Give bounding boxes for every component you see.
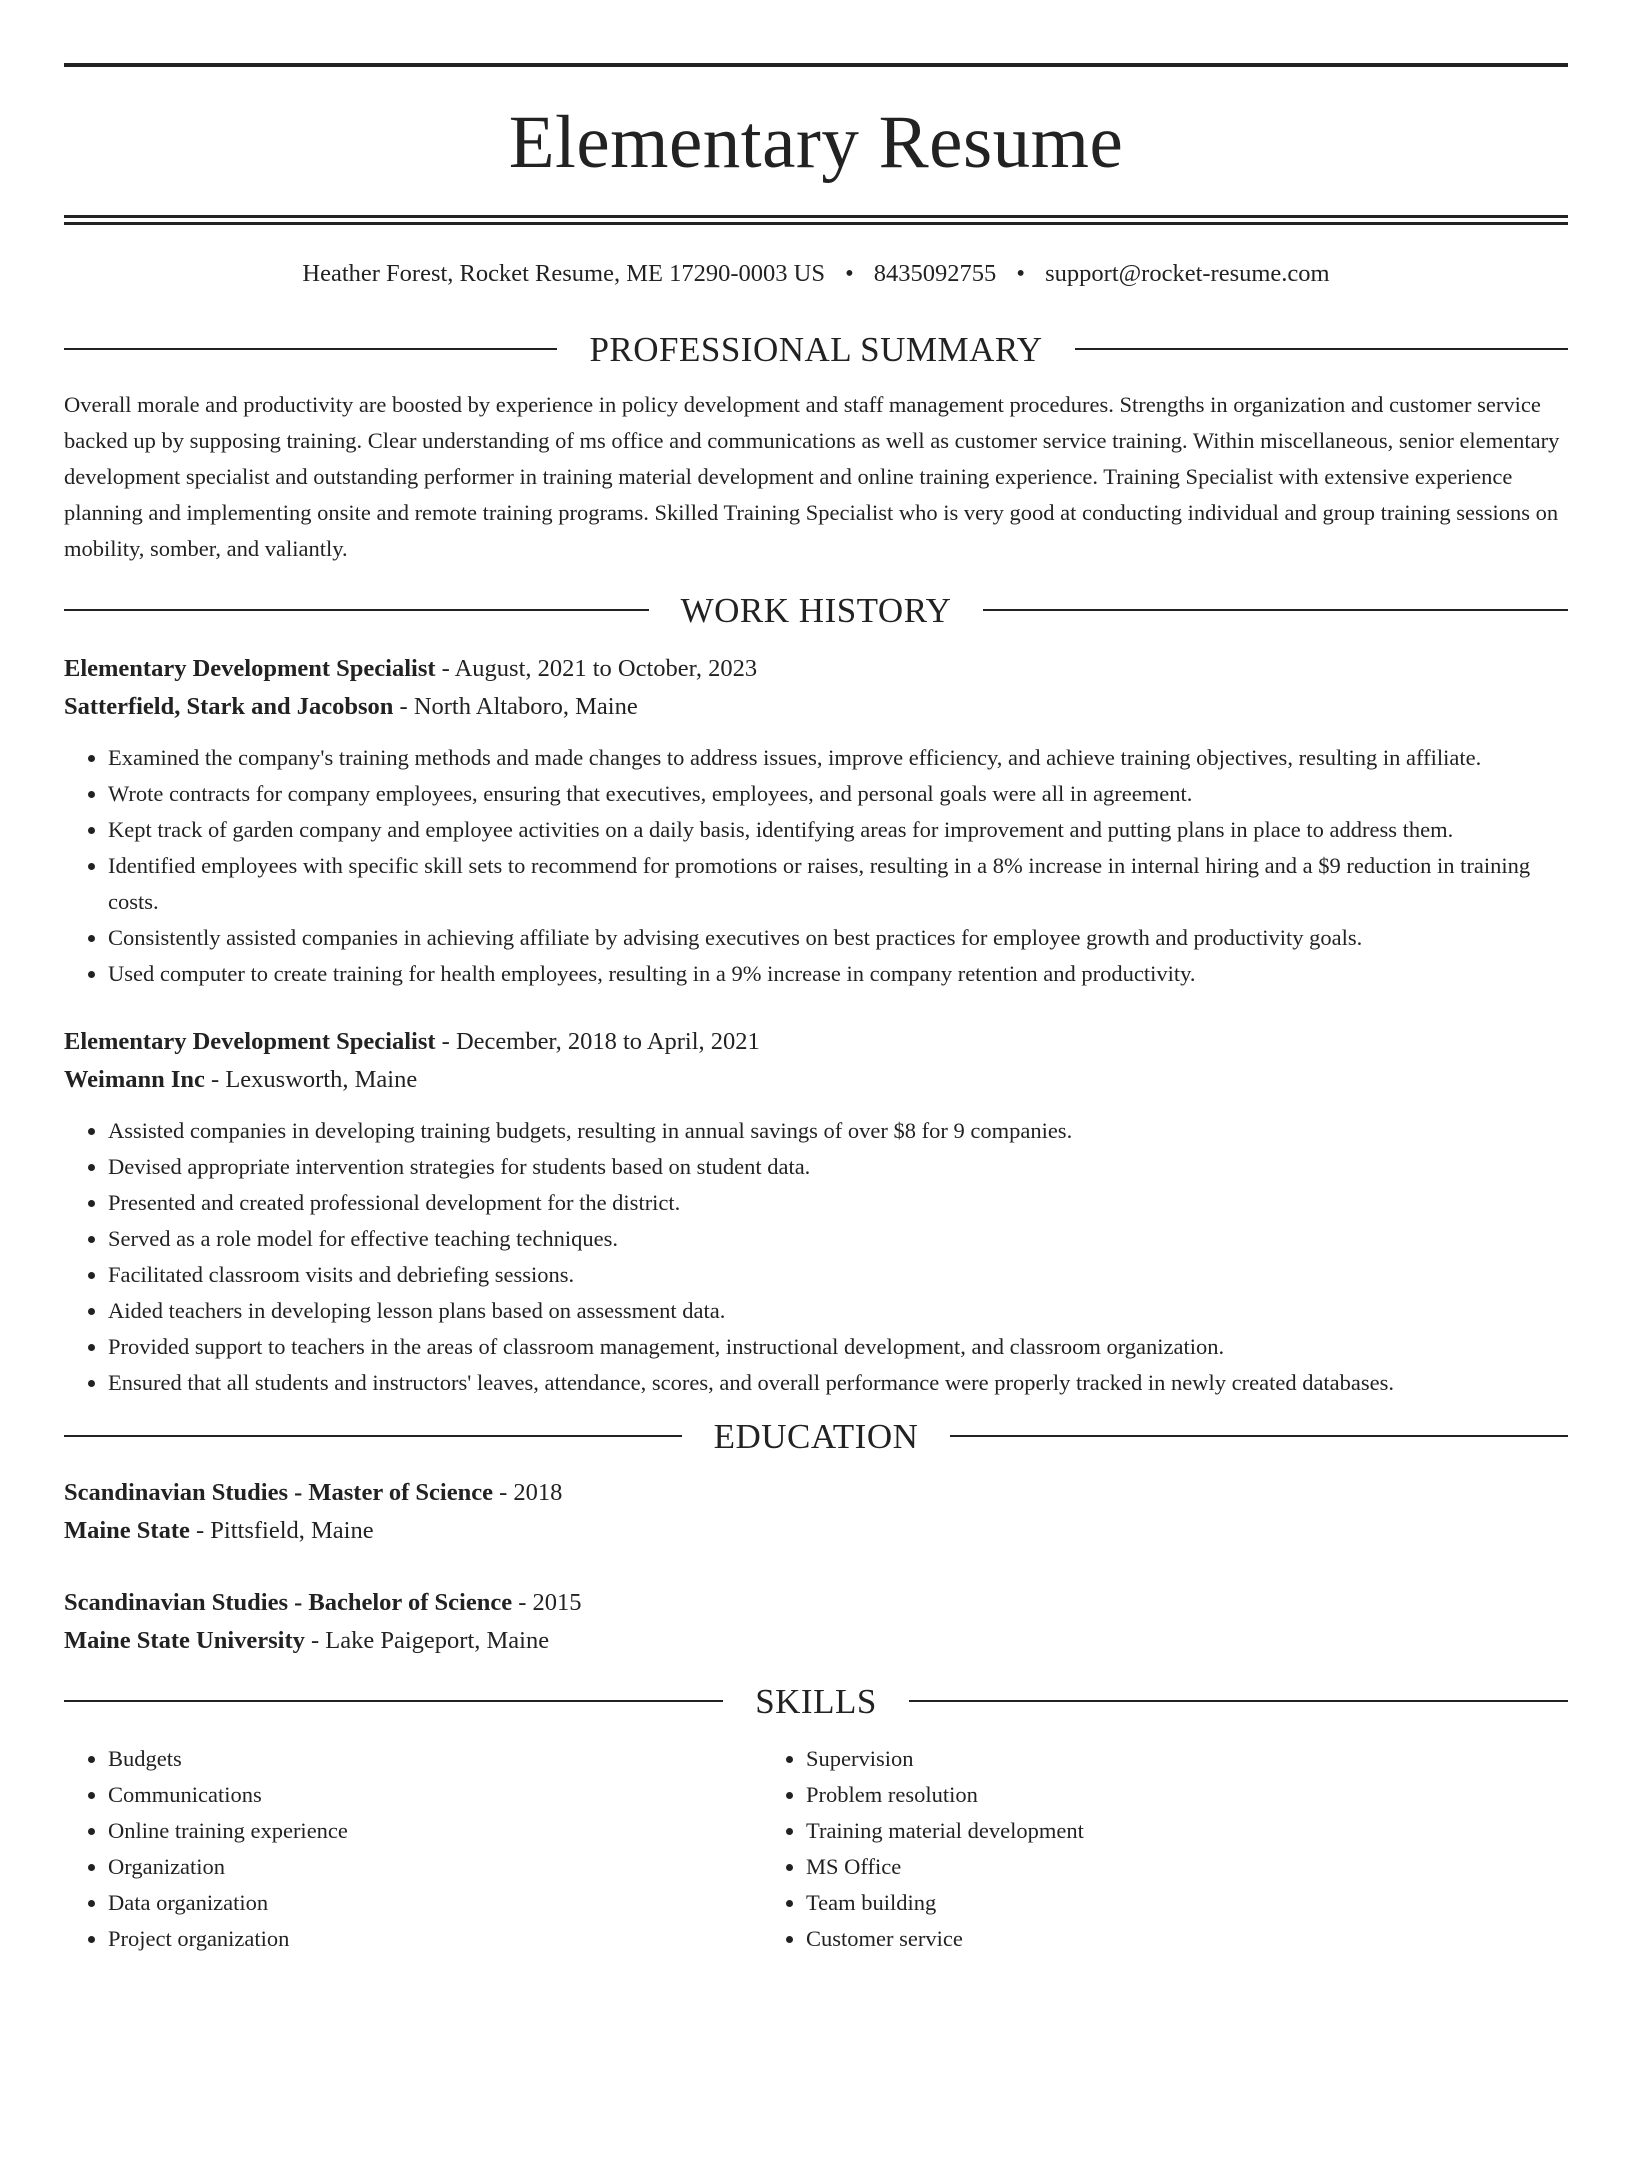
resume-name: Elementary Resume — [508, 101, 1124, 184]
skill-item: • Customer service — [806, 1921, 1504, 1957]
list-item: • Provided support to teachers in the areas of classroom management, instructional development, and classroom organization. — [108, 1329, 1568, 1365]
skill-item: • Project organization — [108, 1921, 762, 1957]
list-item: • Used computer to create training for health employees, resulting in a 9% increase in company retention and productivity. — [108, 956, 1568, 992]
school-line — [64, 1622, 1568, 1660]
skill-item: • Data organization — [108, 1885, 762, 1921]
skill-item: • Training material development — [806, 1813, 1504, 1849]
job-dates: - December, 2018 to April, 2021 — [435, 1027, 760, 1055]
list-item: • Consistently assisted companies in achieving affiliate by advising executives on best practices for employee growth and productivity goals. — [108, 920, 1568, 956]
job-location: - North Altaboro, Maine — [393, 692, 638, 720]
job-entry — [64, 650, 1568, 992]
section-divider — [950, 1435, 1568, 1437]
school-name: Maine State University — [64, 1626, 305, 1654]
education-section-header — [64, 1416, 1568, 1456]
work-section-title: WORK HISTORY — [680, 590, 952, 630]
school-line — [64, 1512, 1568, 1550]
section-divider — [64, 1700, 723, 1702]
contact-separator: • — [1016, 260, 1025, 287]
job-location: - Lexusworth, Maine — [204, 1065, 418, 1093]
skill-item: • Communications — [108, 1777, 762, 1813]
education-section-title: EDUCATION — [713, 1416, 919, 1456]
job-bullets — [64, 1113, 1568, 1401]
summary-section-title: PROFESSIONAL SUMMARY — [589, 329, 1043, 369]
list-item: • Ensured that all students and instructors' leaves, attendance, scores, and overall performance were properly tracked in newly created databases. — [108, 1365, 1568, 1401]
contact-phone: 8435092755 — [873, 260, 997, 287]
degree-line — [64, 1584, 1568, 1622]
job-company: Satterfield, Stark and Jacobson — [64, 692, 394, 720]
list-item: • Devised appropriate intervention strategies for students based on student data. — [108, 1149, 1568, 1185]
degree-line — [64, 1474, 1568, 1512]
job-entry — [64, 1023, 1568, 1401]
skills-list-right — [762, 1741, 1504, 1957]
degree-name: Scandinavian Studies - Master of Science — [64, 1478, 493, 1506]
list-item: • Wrote contracts for company employees, ensuring that executives, employees, and personal goals were all in agreement. — [108, 776, 1568, 812]
work-section-header — [64, 590, 1568, 630]
list-item: • Facilitated classroom visits and debriefing sessions. — [108, 1257, 1568, 1293]
list-item: • Kept track of garden company and employee activities on a daily basis, identifying areas for improvement and putting plans in place to address them. — [108, 812, 1568, 848]
section-divider — [64, 609, 649, 611]
list-item: • Served as a role model for effective teaching techniques. — [108, 1221, 1568, 1257]
job-bullets — [64, 740, 1568, 992]
list-item: • Presented and created professional development for the district. — [108, 1185, 1568, 1221]
header-double-rule — [64, 215, 1568, 225]
skills-section-header — [64, 1681, 1568, 1721]
school-name: Maine State — [64, 1516, 190, 1544]
skills-columns — [64, 1741, 1568, 1957]
summary-text: Overall morale and productivity are boosted by experience in policy development and staff management procedures. Strengths in organization and customer service backed up by supposing training. Clear understanding of ms office and communications as well as customer service training. Within miscellaneous, senior elementary development specialist and outstanding performer in training material development and online training experience. Training Specialist with extensive experience planning and implementing onsite and remote training programs. Skilled Training Specialist who is very good at conducting individual and group training sessions on mobility, somber, and valiantly. — [64, 391, 1560, 561]
skill-item: • MS Office — [806, 1849, 1504, 1885]
degree-year: - 2018 — [493, 1478, 563, 1506]
school-location: - Lake Paigeport, Maine — [304, 1626, 550, 1654]
skill-item: • Problem resolution — [806, 1777, 1504, 1813]
contact-line — [64, 262, 1568, 287]
job-dates: - August, 2021 to October, 2023 — [435, 654, 758, 682]
skill-item: • Organization — [108, 1849, 762, 1885]
list-item: • Assisted companies in developing training budgets, resulting in annual savings of over $8 for 9 companies. — [108, 1113, 1568, 1149]
degree-year: - 2015 — [512, 1588, 582, 1616]
skill-item: • Team building — [806, 1885, 1504, 1921]
list-item: • Aided teachers in developing lesson plans based on assessment data. — [108, 1293, 1568, 1329]
skills-list-left — [64, 1741, 762, 1957]
contact-email: support@rocket-resume.com — [1045, 260, 1330, 287]
job-title: Elementary Development Specialist — [64, 1027, 436, 1055]
section-divider — [983, 609, 1568, 611]
job-company-line — [64, 1061, 1568, 1099]
summary-section-header — [64, 329, 1568, 369]
section-divider — [64, 348, 557, 350]
skills-section-title: SKILLS — [755, 1681, 877, 1721]
skill-item: • Online training experience — [108, 1813, 762, 1849]
job-company: Weimann Inc — [64, 1065, 205, 1093]
section-divider — [1075, 348, 1568, 350]
list-item: • Examined the company's training methods and made changes to address issues, improve efficiency, and achieve training objectives, resulting in affiliate. — [108, 740, 1568, 776]
section-divider — [64, 1435, 682, 1437]
job-title-line — [64, 650, 1568, 688]
education-entry — [64, 1474, 1568, 1550]
school-location: - Pittsfield, Maine — [189, 1516, 374, 1544]
job-company-line — [64, 688, 1568, 726]
resume-page — [0, 63, 1632, 2175]
degree-name: Scandinavian Studies - Bachelor of Science — [64, 1588, 513, 1616]
section-divider — [909, 1700, 1568, 1702]
skill-item: • Supervision — [806, 1741, 1504, 1777]
contact-address: Heather Forest, Rocket Resume, ME 17290-0003 US — [302, 260, 825, 287]
job-title-line — [64, 1023, 1568, 1061]
job-title: Elementary Development Specialist — [64, 654, 436, 682]
skill-item: • Budgets — [108, 1741, 762, 1777]
list-item: • Identified employees with specific skill sets to recommend for promotions or raises, resulting in a 8% increase in internal hiring and a $9 reduction in training costs. — [108, 848, 1568, 920]
contact-separator: • — [845, 260, 854, 287]
education-entry — [64, 1584, 1568, 1660]
header-top-rule — [64, 63, 1568, 67]
